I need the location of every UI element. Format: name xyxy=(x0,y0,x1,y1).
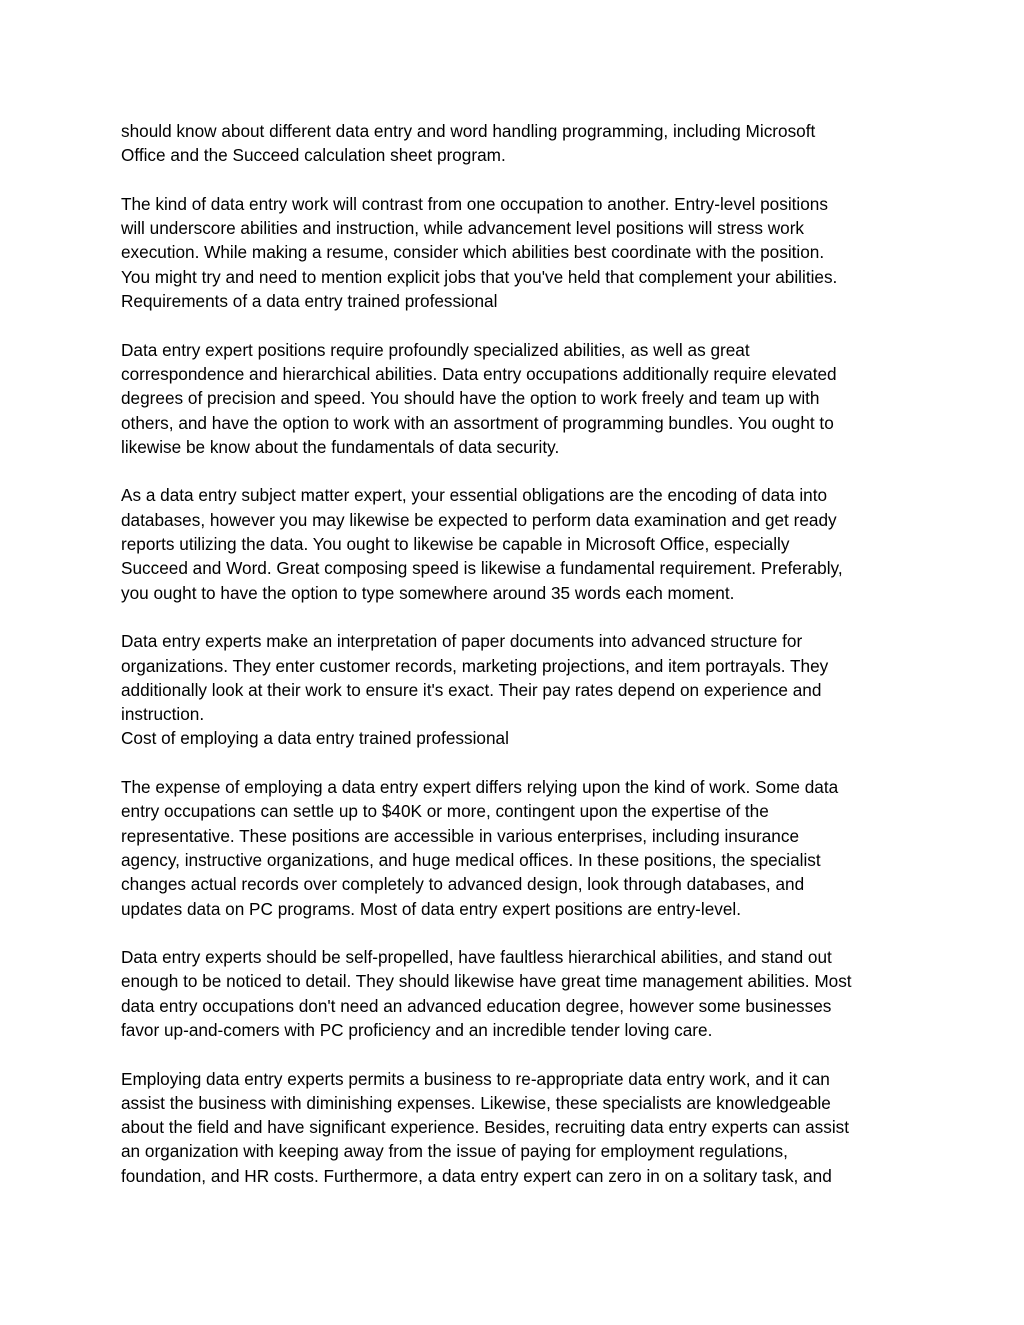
text-line: correspondence and hierarchical abilities. Data entry occupations additionally require elevated xyxy=(121,363,837,384)
text-line: agency, instructive organizations, and huge medical offices. In these positions, the specialist xyxy=(121,849,821,870)
text-line: enough to be noticed to detail. They should likewise have great time management abilities. Most xyxy=(121,971,852,992)
text-line: should know about different data entry and word handling programming, including Microsoft xyxy=(121,121,816,141)
paragraph xyxy=(121,483,911,604)
text-line: changes actual records over completely to advanced design, look through databases, and xyxy=(121,874,805,895)
section-heading: Requirements of a data entry trained professional xyxy=(121,291,498,312)
paragraph xyxy=(121,338,911,459)
paragraph xyxy=(121,119,911,168)
paragraph xyxy=(121,775,911,921)
text-line: Employing data entry experts permits a business to re-appropriate data entry work, and it can xyxy=(121,1068,830,1089)
text-line: You might try and need to mention explicit jobs that you've held that complement your abilities. xyxy=(121,266,838,287)
text-line: likewise be know about the fundamentals of data security. xyxy=(121,436,560,457)
text-line: additionally look at their work to ensure it's exact. Their pay rates depend on experience and xyxy=(121,679,822,700)
text-line: will underscore abilities and instruction, while advancement level positions will stress work xyxy=(121,218,805,239)
section-heading: Cost of employing a data entry trained professional xyxy=(121,728,509,749)
text-line: entry occupations can settle up to $40K or more, contingent upon the expertise of the xyxy=(121,801,769,822)
text-line: Data entry expert positions require profoundly specialized abilities, as well as great xyxy=(121,339,750,360)
text-line: foundation, and HR costs. Furthermore, a data entry expert can zero in on a solitary task, and xyxy=(121,1165,832,1186)
text-line: organizations. They enter customer records, marketing projections, and item portrayals. They xyxy=(121,655,829,676)
text-line: an organization with keeping away from the issue of paying for employment regulations, xyxy=(121,1141,788,1162)
text-line: data entry occupations don't need an advanced education degree, however some businesses xyxy=(121,995,832,1016)
text-line: Succeed and Word. Great composing speed is likewise a fundamental requirement. Preferably, xyxy=(121,558,843,579)
text-line: about the field and have significant experience. Besides, recruiting data entry experts can assist xyxy=(121,1117,850,1138)
text-line: favor up-and-comers with PC proficiency and an incredible tender loving care. xyxy=(121,1019,713,1040)
text-line: others, and have the option to work with an assortment of programming bundles. You ought to xyxy=(121,412,834,433)
text-line: you ought to have the option to type somewhere around 35 words each moment. xyxy=(121,582,735,603)
paragraph xyxy=(121,192,911,313)
text-line: databases, however you may likewise be expected to perform data examination and get ready xyxy=(121,509,837,530)
text-line: The expense of employing a data entry expert differs relying upon the kind of work. Some data xyxy=(121,777,839,798)
text-line: representative. These positions are accessible in various enterprises, including insurance xyxy=(121,825,799,846)
paragraph xyxy=(121,629,911,750)
text-line: instruction. xyxy=(121,704,205,725)
text-line: updates data on PC programs. Most of data entry expert positions are entry-level. xyxy=(121,898,742,919)
document-body xyxy=(121,119,911,1212)
text-line: Data entry experts should be self-propelled, have faultless hierarchical abilities, and stand out xyxy=(121,947,832,968)
text-line: execution. While making a resume, consider which abilities best coordinate with the position. xyxy=(121,242,825,263)
text-line: assist the business with diminishing expenses. Likewise, these specialists are knowledgeable xyxy=(121,1092,831,1113)
paragraph xyxy=(121,945,911,1042)
text-line: reports utilizing the data. You ought to likewise be capable in Microsoft Office, especially xyxy=(121,534,790,555)
text-line: As a data entry subject matter expert, your essential obligations are the encoding of data into xyxy=(121,485,828,506)
text-line: Office and the Succeed calculation sheet program. xyxy=(121,145,506,166)
text-line: degrees of precision and speed. You should have the option to work freely and team up with xyxy=(121,388,820,409)
text-line: Data entry experts make an interpretation of paper documents into advanced structure for xyxy=(121,631,803,652)
paragraph xyxy=(121,1067,911,1188)
text-line: The kind of data entry work will contrast from one occupation to another. Entry-level positions xyxy=(121,193,828,214)
